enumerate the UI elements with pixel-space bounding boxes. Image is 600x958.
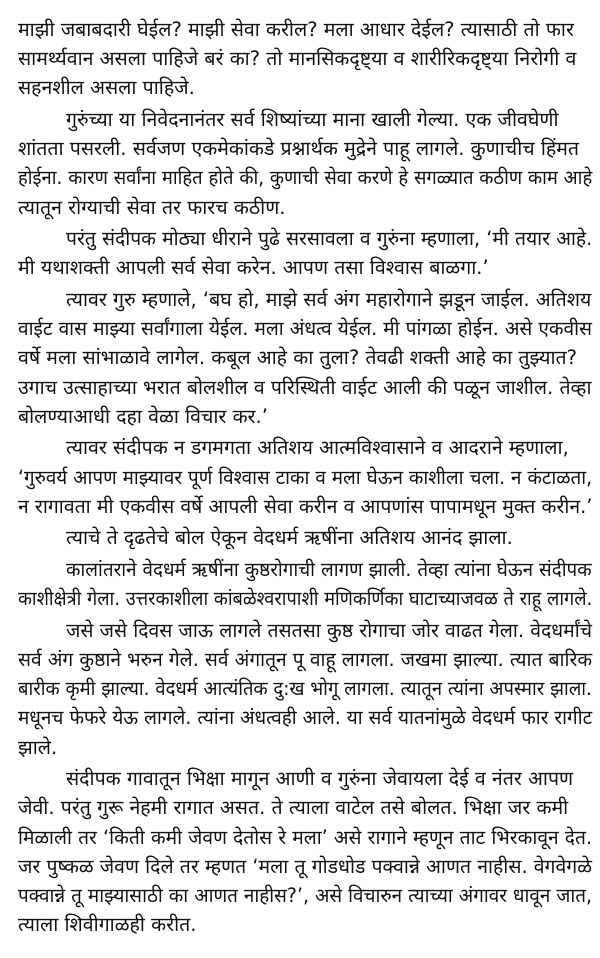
text-line: सहनशील असला पाहिजे.	[18, 76, 195, 100]
text-line: सर्व अंग कुष्ठाने भरुन गेले. सर्व अंगातून पू वाहू लागला. जखमा झाल्या. त्यात बारिक	[18, 648, 593, 671]
text-line: त्याला शिवीगाळही करीत.	[18, 913, 197, 937]
text-line: वाईट वास माझ्या सर्वांगाला येईल. मला अंधत्व येईल. मी पांगळा होईन. असे एकवीस	[18, 317, 592, 341]
text-line: होईना. कारण सर्वांना माहित होते की, कुणाची सेवा करणे हे सगळ्यात कठीण काम आहे	[18, 166, 593, 190]
text-line: ‘गुरुवर्य आपण माझ्यावर पूर्ण विश्वास टाका व मला घेऊन काशीला चला. न कंटाळता,	[18, 465, 593, 489]
text-line: काशीक्षेत्री गेला. उत्तरकाशीला कांबळेश्वरापाशी मणिकर्णिका घाटाच्याजवळ ते राहू लागले.	[18, 587, 593, 611]
text-line: शांतता पसरली. सर्वजण एकमेकांकडे प्रश्नार्थक मुद्रेने पाहू लागले. कुणाचीच हिंमत	[18, 137, 580, 161]
text-line: जसे जसे दिवस जाऊ लागले तसतसा कुष्ठ रोगाचा जोर वाढत गेला. वेदधर्मांचे	[66, 618, 593, 642]
text-line: सामर्थ्यवान असला पाहिजे बरं का? तो मानसिकदृष्ट्या व शारीरिकदृष्ट्या निरोगी व	[18, 47, 577, 71]
text-line: जेवी. परंतु गुरू नेहमी रागात असत. ते त्याला वाटेल तसे बोलत. भिक्षा जर कमी	[18, 796, 569, 820]
text-line: परंतु संदीपक मोठ्या धीराने पुढे सरसावला व गुरुंना म्हणाला, ‘मी तयार आहे.	[66, 227, 593, 251]
text-line: कालांतराने वेदधर्म ऋषींना कुष्ठरोगाची लागण झाली. तेव्हा त्यांना घेऊन संदीपक	[66, 558, 592, 581]
text-line: झाले.	[18, 735, 58, 759]
text-line: मी यथाशक्ती आपली सर्व सेवा करेन. आपण तसा विश्वास बाळगा.’	[18, 256, 489, 280]
text-line: माझी जबाबदारी घेईल? माझी सेवा करील? मला आधार देईल? त्यासाठी तो फार	[18, 18, 574, 41]
text-line: बोलण्याआधी दहा वेळा विचार कर.’	[18, 404, 268, 428]
text-line: मधूनच फेफरे येऊ लागले. त्यांना अंधत्वही आले. या सर्व यातनांमुळे वेदधर्म फार रागीट	[18, 706, 593, 730]
text-line: न रागावता मी एकवीस वर्षे आपली सेवा करीन व आपणांस पापामधून मुक्त करीन.’	[18, 494, 593, 518]
text-line: पक्वान्ने तू माझ्यासाठी का आणत नाहीस?’, असे विचारुन त्याच्या अंगावर धावून जात,	[18, 884, 593, 907]
text-line: संदीपक गावातून भिक्षा मागून आणी व गुरुंना जेवायला देई व नंतर आपण	[66, 767, 574, 791]
text-line: मिळाली तर ‘किती कमी जेवण देतोस रे मला’ असे रागाने म्हणून ताट भिरकावून देत.	[18, 825, 593, 849]
text-line: उगाच उत्साहाच्या भरात बोलशील व परिस्थिती वाईट आली की पळून जाशील. तेव्हा	[18, 375, 592, 399]
text-line: त्यावर संदीपक न डगमगता अतिशय आत्मविश्वासाने व आदराने म्हणाला,	[66, 436, 569, 460]
text-line: गुरुंच्या या निवेदनानंतर सर्व शिष्यांच्या माना खाली गेल्या. एक जीवघेणी	[66, 108, 559, 131]
text-line: बारीक कृमी झाल्या. वेदधर्म आत्यंतिक दु:ख भोगू लागला. त्यातून त्यांना अपस्मार झाला.	[18, 677, 592, 701]
text-line: त्याचे ते दृढतेचे बोल ऐकून वेदधर्म ऋषींना अतिशय आनंद झाला.	[66, 526, 513, 550]
text-line: वर्षे मला सांभाळावे लागेल. कबूल आहे का तुला? तेवढी शक्ती आहे का तुझ्यात?	[18, 346, 577, 370]
text-line: त्यावर गुरु म्हणाले, ‘बघ हो, माझे सर्व अंग महारोगाने झडून जाईल. अतिशय	[66, 288, 592, 311]
text-line: त्यातून रोग्याची सेवा तर फारच कठीण.	[18, 195, 286, 219]
text-line: जर पुष्कळ जेवण दिले तर म्हणत ‘मला तू गोडधोड पक्वान्ने आणत नाहीस. वेगवेगळे	[18, 854, 592, 878]
